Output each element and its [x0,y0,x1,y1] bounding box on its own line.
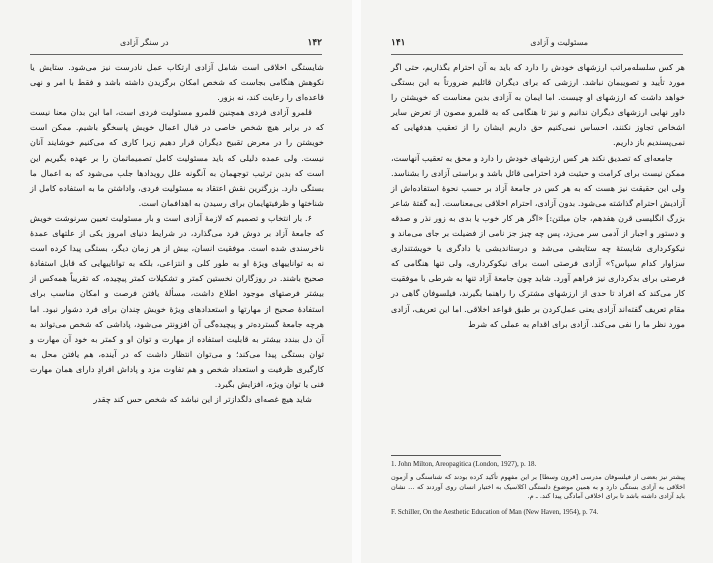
footnote-2: پیشتر نیز بعضی از فیلسوفان مدرسی [قرون وسطا] بر این مفهوم تأکید کرده بودند که شناسنگی و آزمون اخلاقی به آزادی بستگی دارد و به همین موضوع دلستگی اکلاسیک به اختیار انسان روی آوردند که ... نشان باید آزادی داشته باشد تا برای اخلاقی آمادگی پیدا کند. ـ م. [391,473,685,500]
book-gutter [352,0,361,563]
running-title: مسئولیت و آزادی [530,38,588,47]
right-page [0,0,352,563]
right-page-body [30,60,324,407]
right-running-head [30,38,322,50]
left-page [361,0,713,563]
paragraph: قلمرو آزادی فردی همچنین قلمرو مسئولیت فردی است، اما این بدان معنا نیست که در برابر هیچ شخص خاصی در قبال اعمال خویش پاسخگو باشیم. ممکن است خویشتن را در معرض تقبیح دیگران قرار دهیم زیرا کاری که می‌کنیم خوشایند آنان نیست. ولی عمده دلیلی که باید مسئولیت کامل تصمیماتمان را بر عهده بگیریم این است که بدین ترتیب توجهمان به آنگونه علل رویدادها جلب می‌شود که به اعمال ما بستگی دارد. بزرگترین نقش اعتقاد به مسئولیت فردی، واداشتن ما به استفاده کامل از شناختها و ظرفیتهایمان برای رسیدن به اهدافمان است. [30,107,324,208]
page-number: ۱۴۱ [391,38,406,48]
paragraph: شاید هیچ غصه‌ای دلگدازتر از این نباشد که شخص حس کند چقدر [93,394,312,405]
paragraph: هر کس سلسله‌مراتب ارزشهای خودش را دارد که باید به آن احترام بگذاریم، حتی اگر مورد تأیید و تصویبمان نباشد. ارزشی که برای دیگران قائلیم ضرورتاً به این بستگی خواهد داشت که ارزشهای او چیست. اما ایمان به آزادی بدین معناست که خویشتن را داور نهایی ارزشهای دیگران ندانیم و نیز تا هنگامی که به قلمرو مصون از تعرض سایر اشخاص تجاوز نکنند، احساس نمی‌کنیم حق داریم ایشان را از تعقیب هدفهایی که نمی‌پسندیم باز داریم. [391,62,685,148]
left-running-head [391,38,683,50]
page-number: ۱۴۲ [307,38,322,48]
paragraph: ۶. بار انتخاب و تصمیم که لازمهٔ آزادی است و بار مسئولیت تعیین سرنوشت خویش که جامعهٔ آزاد بر دوش فرد می‌گذارد، در شرایط دنیای امروز یکی از علتهای عمدهٔ ناخرسندی شده است. موفقیت انسان، بیش از هر زمان دیگر، بستگی پیدا کرده است نه به تواناییهای ویژهٔ او به طور کلی و انتزاعی، بلکه به تواناییهایی که قابل استفادهٔ صحیح باشند. در روزگاران نخستین کمتر و تشکیلات کمتر پیچیده، که تقریباً همه‌کس از بیشتر فرصتهای موجود اطلاع داشت، مسألهٔ یافتن فرصت و امکان مناسب برای استفادهٔ صحیح از مهارتها و استعدادهای ویژهٔ خویش چندان برای فرد دشوار نبود. اما هرچه جامعهٔ گسترده‌تر و پیچیده‌گی آن افزونتر می‌شود، پاداشی که شخص می‌تواند به آن دل ببندد بیشتر به قابلیت استفاده از مهارت و توان او و کمتر به خود آن مهارت و توان بستگی پیدا می‌کند؛ و می‌توان انتظار داشت که در آینده، هم یافتن محل به کارگیری ظرفیت و استعداد شخص و هم تفاوت مزد و پاداش افرادِ دارای همان مهارت فنی یا توان ویژه، افزایش بگیرد. [30,212,324,389]
footnote-1: 1. John Milton, Areopagitica (London, 1927), p. 18. [391,460,537,468]
header-rule [30,54,322,55]
footnote-3: F. Schiller, On the Aesthetic Education of Man (New Haven, 1954), p. 74. [391,508,599,516]
left-page-body [391,60,685,332]
header-rule [391,54,683,55]
paragraph: شایستگی اخلاقی است شامل آزادی ارتکاب عمل نادرست نیز می‌شود. ستایش یا نکوهش هنگامی بجاست که شخص امکان برگزیدن داشته باشد و فقط با امر و نهی قاعده‌ای را رعایت کند، نه بزور. [30,62,324,103]
footnote-rule [391,455,501,456]
running-title: در سنگر آزادی [120,38,169,47]
paragraph: جامعه‌ای که تصدیق نکند هر کس ارزشهای خودش را دارد و محق به تعقیب آنهاست، ممکن نیست برای کرامت و حیثیت فرد احترامی قائل باشد و براستی آزادی را بشناسد. ولی این حقیقت نیز هست که به هر کس در جامعهٔ آزاد بر حسب نحوهٔ استفاده‌اش از آزادیش احترام گذاشته می‌شود. بدون آزادی، احترام اخلاقی بی‌معناست. [به گفتهٔ شاعر بزرگ انگلیسی قرن هفدهم، جان میلتن:] «اگر هر کار خوب یا بدی به زور نذر و صدقه و دستور و اجبار از آدمی سر می‌زد، پس چه چیز جز نامی از فضیلت بر جای می‌ماند و نیکوکرداری شایستهٔ چه ستایشی می‌شد و درستاندیشی یا دادگری یا خویشتنداری سزاوار کدام سپاس؟» آزادی فرصتی است برای نیکوکرداری، ولی تنها هنگامی که فرصتی برای بدکرداری نیز فراهم آورد. شاید چون جامعهٔ آزاد تنها به شرطی با موفقیت کار می‌کند که افراد تا حدی از ارزشهای مشترک را راهنما بگیرند، فیلسوفان گاهی در مقام تعریف گفته‌اند آزادی یعنی عمل‌کردن بر طبق قواعد اخلاقی. اما این تعریف، آزادی مورد نظر ما را نفی می‌کند. آزادی برای اقدام به عملی که شرط [391,152,685,329]
